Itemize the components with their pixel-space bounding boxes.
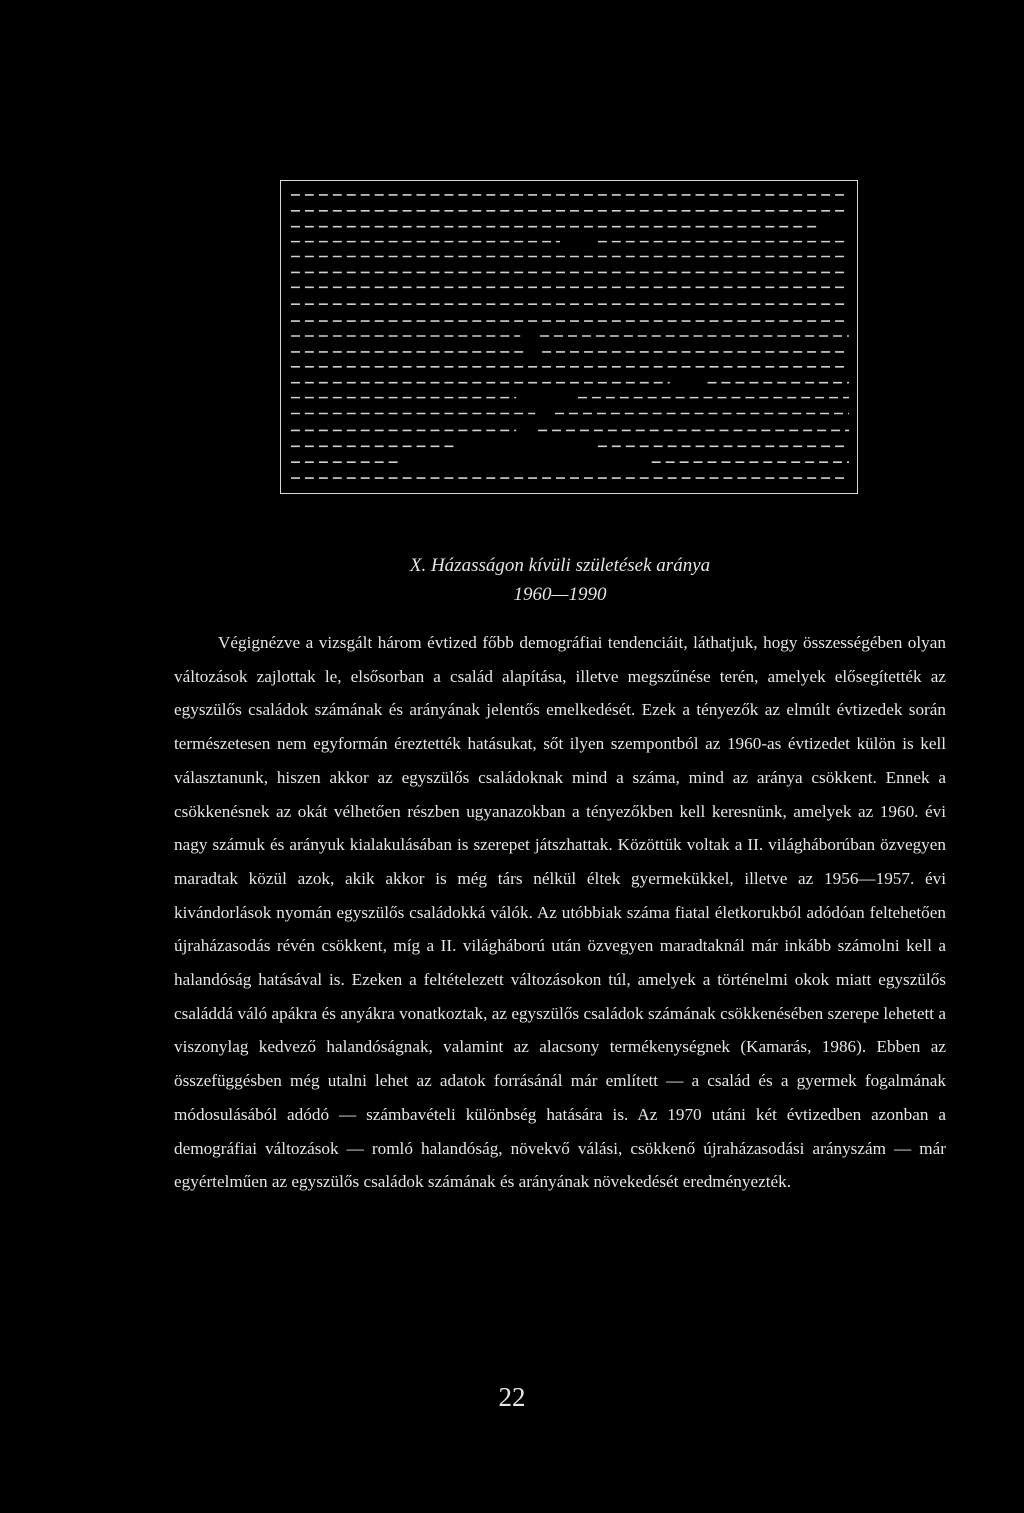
- section-years: 1960—1990: [513, 584, 607, 605]
- figure-frame: [280, 180, 858, 494]
- section-title: X. Házasságon kívüli születések aránya: [409, 555, 711, 576]
- body-paragraph: Végignézve a vizsgált három évtized főbb demográfiai tendenciáit, láthatjuk, hogy összességében olyan változások zajlottak le, elsősorban a család alapítása, illetve megszűnése terén, amelyek elősegítették az egyszülős családok számának és arányának jelentős emelkedését. Ezek a tényezők az elmúlt évtizedek során természetesen nem egyformán éreztették hatásukat, sőt ilyen szempontból az 1960-as évtizedet külön is kell választanunk, hiszen akkor az egyszülős családoknak mind a száma, mind az aránya csökkent. Ennek a csökkenésnek az okát vélhetően részben ugyanazokban a tényezőkben kell keresnünk, amelyek az 1960. évi nagy számuk és arányuk kialakulásában is szerepet játszhattak. Közöttük voltak a II. világháborúban özvegyen maradtak közül azok, akik akkor is még társ nélkül éltek gyermekükkel, illetve az 1956—1957. évi kivándorlások nyomán egyszülős családokká válók. Az utóbbiak száma fiatal életkorukból adódóan feltehetően újraházasodás révén csökkent, míg a II. világháború után özvegyen maradtaknál már inkább számolni kell a halandóság hatásával is. Ezeken a feltételezett változásokon túl, amelyek a történelmi okok miatt egyszülős családdá váló apákra és anyákra vonatkoztak, az egyszülős családok számának csökkenésében szerepe lehetett a viszonylag kedvező halandóságnak, valamint az alacsony termékenységnek (Kamarás, 1986). Ebben az összefüggésben még utalni lehet az adatok forrásánál már említett — a család és a gyermek fogalmának módosulásából adódó — számbavételi különbség hatására is. Az 1970 utáni két évtizedben azonban a demográfiai változások — romló halandóság, növekvő válási, csökkenő újraházasodási arányszám — már egyértelműen az egyszülős családok számának és arányának növekedését eredményezték.: [174, 633, 946, 1192]
- figure-dashed-lines: [281, 181, 857, 493]
- page-number: 22: [498, 1382, 526, 1412]
